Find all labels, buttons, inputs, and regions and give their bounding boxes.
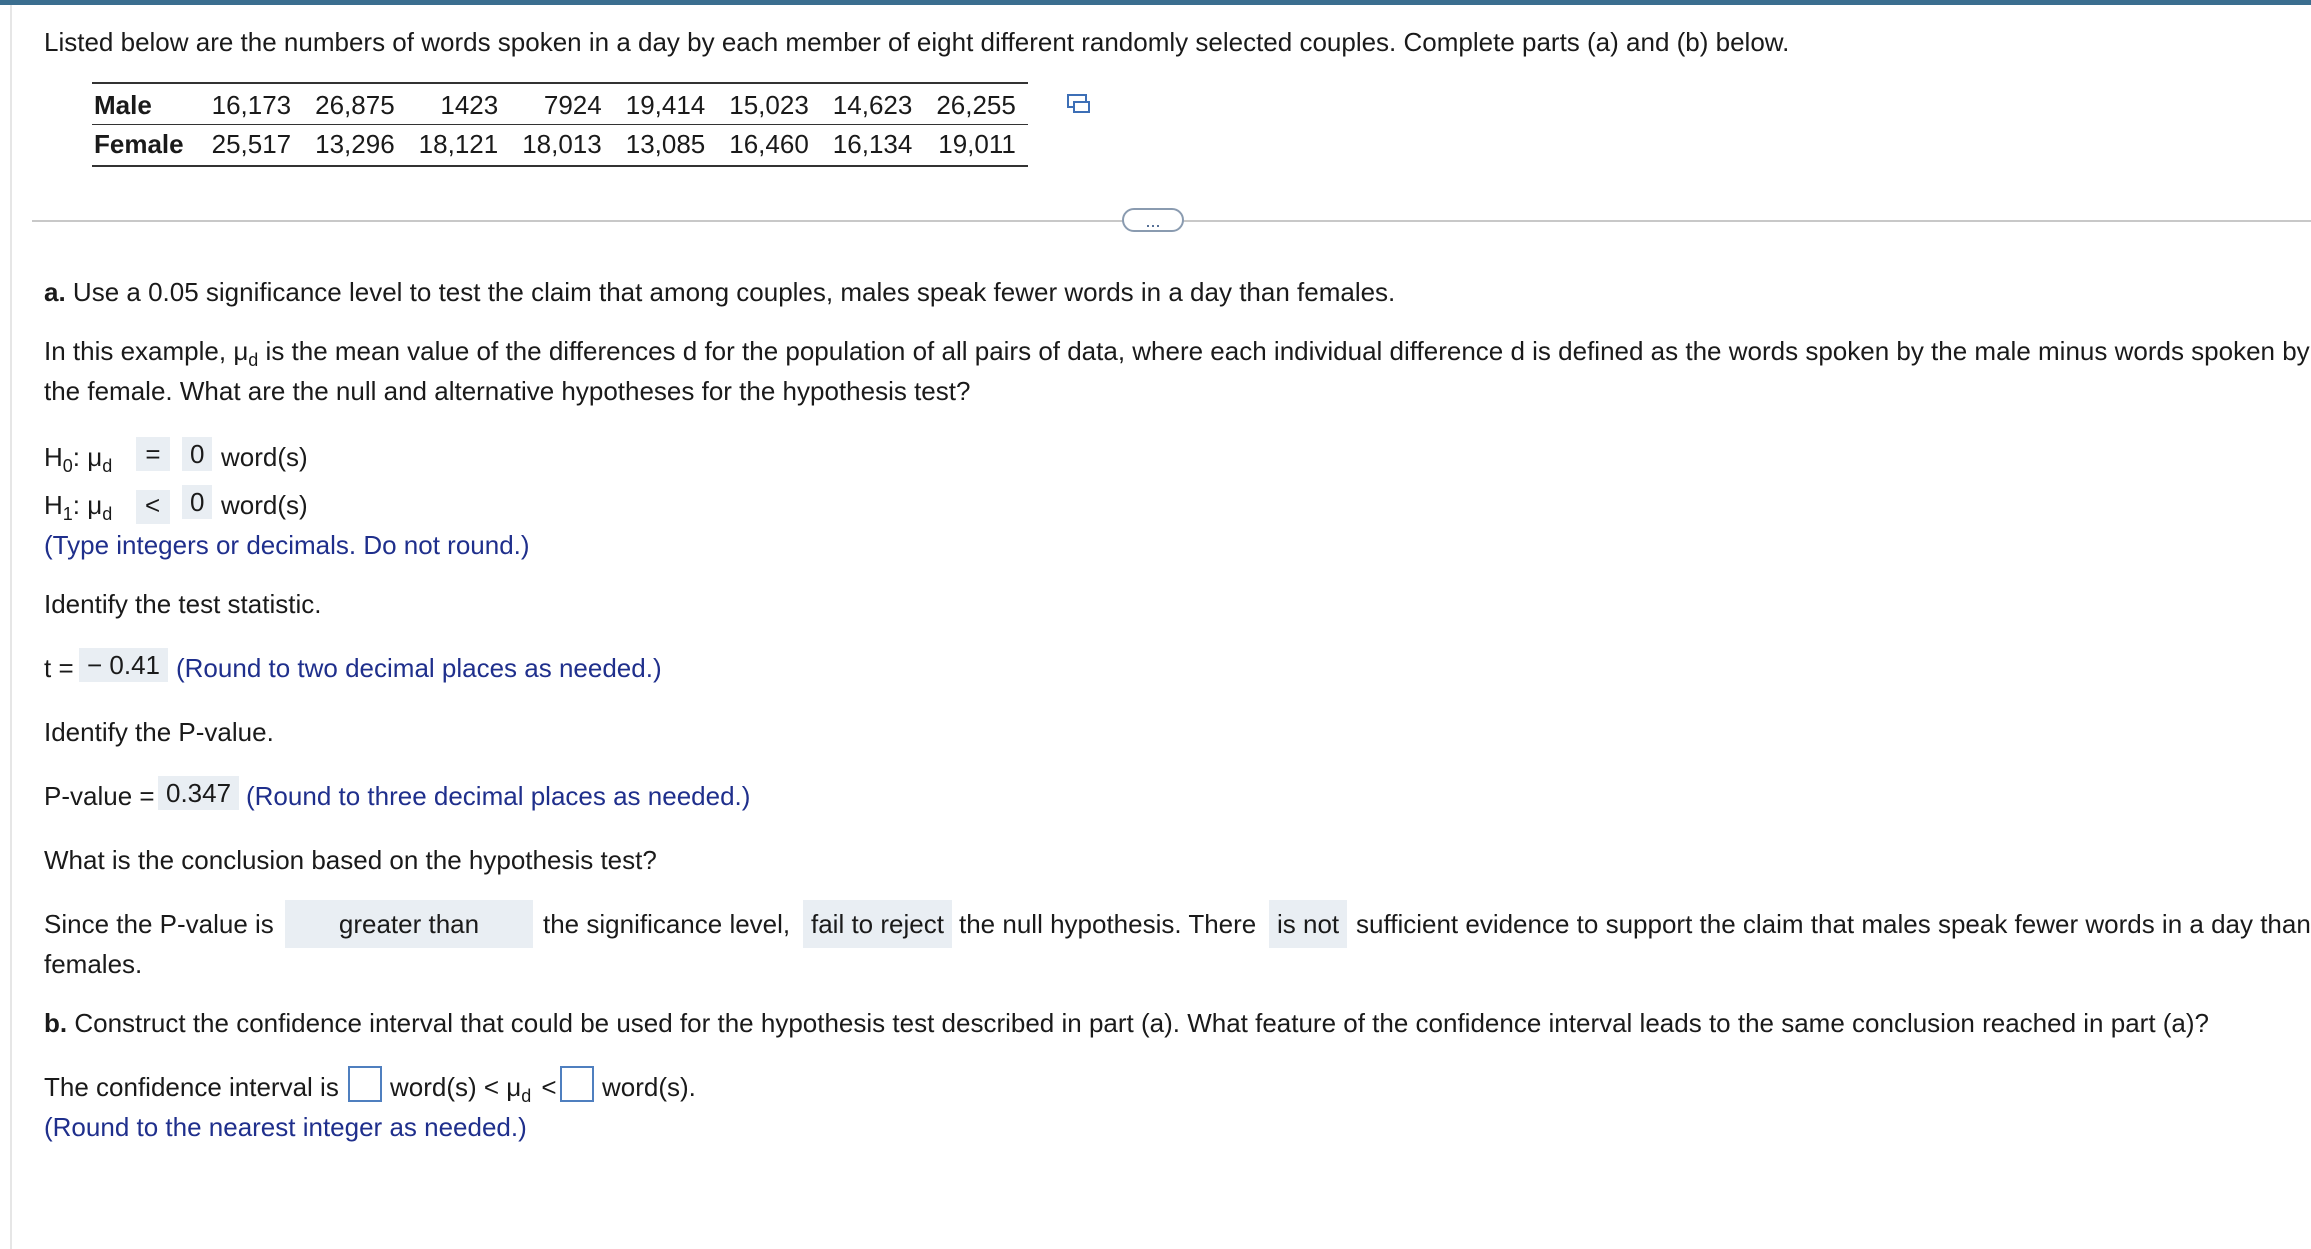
conclusion-choice-evidence[interactable]: is not (1269, 900, 1347, 948)
conclusion-part3: the null hypothesis. There (959, 909, 1257, 939)
conclusion-part4: sufficient evidence to support the claim that males speak fewer words in a day than (1356, 909, 2311, 939)
table-cell: 26,255 (924, 83, 1028, 125)
table-cell: 1423 (407, 83, 511, 125)
table-cell: 14,623 (821, 83, 925, 125)
h0-unit: word(s) (221, 442, 308, 472)
ci-upper-input[interactable] (560, 1066, 594, 1102)
h-letter: H (44, 442, 63, 472)
row-label: Female (92, 125, 200, 167)
part-a-label: a. (44, 277, 66, 307)
h-subscript: 0 (62, 456, 73, 476)
conclusion-choice-comparison[interactable]: greater than (285, 900, 533, 948)
h-letter: H (44, 490, 63, 520)
table-cell: 19,414 (614, 83, 718, 125)
example-line-1 (44, 336, 2310, 370)
p-value-label: P-value = (44, 781, 155, 811)
example-text: In this example, μ (44, 336, 249, 366)
p-value-prompt: Identify the P-value. (44, 717, 274, 747)
less-than: < (541, 1072, 557, 1102)
table-row-female (92, 125, 1028, 167)
intro-text: Listed below are the numbers of words spoken in a day by each member of eight different randomly selected couples. Complete parts (a) and (b) below. (44, 27, 1790, 57)
part-a-question (44, 279, 1395, 305)
mu-subscript: d (102, 504, 113, 524)
mu-subscript: d (248, 350, 259, 370)
h1-value[interactable]: 0 (182, 485, 212, 519)
table-cell: 16,460 (717, 125, 821, 167)
table-cell: 18,013 (510, 125, 614, 167)
ci-label: The confidence interval is (44, 1072, 339, 1102)
table-cell: 18,121 (407, 125, 511, 167)
example-text-rest: is the mean value of the differences d for the population of all pairs of data, where each individual difference d is defined as the words spoken by the male minus words spoken by (258, 336, 2310, 366)
table-cell: 19,011 (924, 125, 1028, 167)
table-cell: 13,296 (303, 125, 407, 167)
conclusion-part5: females. (44, 949, 143, 979)
top-accent-bar (0, 0, 2311, 5)
h1-operator[interactable]: < (145, 490, 161, 520)
ci-unit-mu: word(s) < μ (390, 1072, 522, 1102)
table-cell: 15,023 (717, 83, 821, 125)
hypothesis-hint: (Type integers or decimals. Do not round.) (44, 530, 530, 560)
t-hint: (Round to two decimal places as needed.) (176, 653, 662, 683)
conclusion-part2: the significance level, (543, 909, 791, 939)
left-border (10, 5, 12, 1249)
part-b-question (44, 1010, 2209, 1036)
part-a-text: Use a 0.05 significance level to test the claim that among couples, males speak fewer words in a day than females. (72, 277, 1396, 307)
mu-subscript: d (521, 1086, 532, 1106)
test-statistic-prompt: Identify the test statistic. (44, 589, 322, 619)
h-subscript: 1 (62, 504, 73, 524)
data-table (92, 82, 1028, 167)
ci-lower-input[interactable] (348, 1066, 382, 1102)
p-value-hint: (Round to three decimal places as needed.) (246, 781, 751, 811)
row-label: Male (92, 83, 200, 125)
mu-subscript: d (102, 456, 113, 476)
conclusion-prompt: What is the conclusion based on the hypothesis test? (44, 845, 657, 875)
table-row-male (92, 83, 1028, 125)
h1-unit: word(s) (221, 490, 308, 520)
table-cell: 25,517 (200, 125, 304, 167)
h1-label (44, 490, 113, 524)
mu-symbol: : μ (72, 490, 103, 520)
t-label: t = (44, 653, 74, 683)
table-cell: 26,875 (303, 83, 407, 125)
table-cell: 16,173 (200, 83, 304, 125)
part-b-text: Construct the confidence interval that could be used for the hypothesis test described in part (a). What feature of the confidence interval leads to the same conclusion reached in part (a)? (74, 1008, 2209, 1038)
p-value[interactable]: 0.347 (158, 776, 239, 810)
table-cell: 13,085 (614, 125, 718, 167)
conclusion-part1: Since the P-value is (44, 909, 274, 939)
conclusion-choice-decision[interactable]: fail to reject (803, 900, 952, 948)
mu-symbol: : μ (72, 442, 103, 472)
example-line-2: the female. What are the null and alternative hypotheses for the hypothesis test? (44, 376, 971, 406)
table-cell: 7924 (510, 83, 614, 125)
copy-icon[interactable] (1067, 94, 1091, 114)
more-button[interactable]: ... (1122, 208, 1184, 232)
h0-value[interactable]: 0 (182, 437, 212, 471)
ci-hint: (Round to the nearest integer as needed.) (44, 1112, 527, 1142)
ci-unit-end: word(s). (602, 1072, 696, 1102)
t-value[interactable]: − 0.41 (79, 648, 168, 682)
h0-label (44, 442, 113, 476)
h0-operator[interactable]: = (136, 437, 170, 471)
part-b-label: b. (44, 1008, 68, 1038)
table-cell: 16,134 (821, 125, 925, 167)
ci-middle (390, 1072, 557, 1106)
